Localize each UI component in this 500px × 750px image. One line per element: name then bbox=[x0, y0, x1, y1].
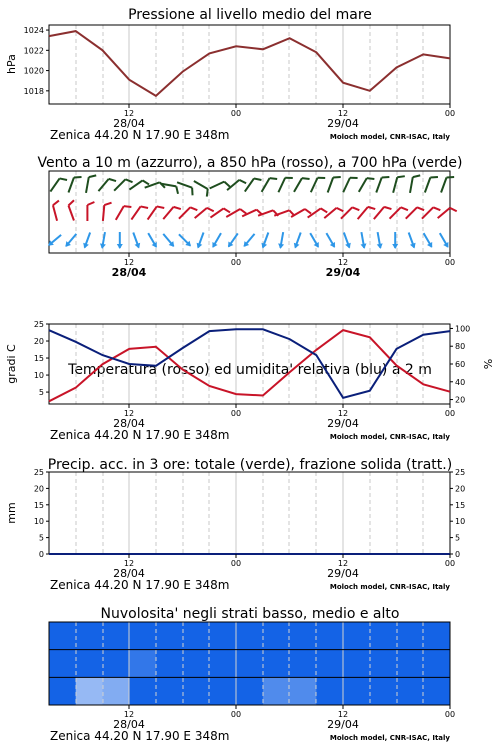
y-tick-label: 1020 bbox=[23, 66, 44, 76]
y-tick-label: 5 bbox=[38, 533, 44, 543]
cloud-cell-basso bbox=[49, 677, 76, 705]
date-label: 28/04 bbox=[113, 718, 145, 731]
cloud-cell-basso bbox=[209, 677, 236, 705]
y-axis-label: hPa bbox=[5, 54, 18, 74]
wind-barb-0 bbox=[210, 180, 230, 194]
cloud-cell-basso bbox=[76, 677, 103, 705]
x-tick-label: 00 bbox=[444, 409, 456, 418]
wind-barb-1 bbox=[308, 207, 328, 224]
cloud-cell-medio bbox=[183, 650, 210, 678]
y2-tick-label: 100 bbox=[455, 324, 471, 334]
x-tick-label: 12 bbox=[123, 710, 135, 719]
y2-tick-label: 10 bbox=[455, 517, 466, 527]
wind-barb-0 bbox=[50, 176, 67, 196]
cloud-cell-alto bbox=[263, 622, 290, 650]
cloud-cell-alto bbox=[49, 622, 76, 650]
cloud-cell-basso bbox=[183, 677, 210, 705]
wind-barb-2 bbox=[117, 232, 123, 249]
cloud-cell-alto bbox=[290, 622, 317, 650]
chart-title: Temperatura (rosso) ed umidita' relativa (blu) a 2 m bbox=[68, 362, 432, 378]
date-label: 29/04 bbox=[325, 266, 361, 279]
x-tick-label: 12 bbox=[337, 409, 349, 418]
x-tick-label: 00 bbox=[230, 258, 242, 267]
date-label: 29/04 bbox=[327, 567, 359, 580]
x-tick-label: 12 bbox=[337, 559, 349, 568]
y2-tick-label: 20 bbox=[455, 484, 466, 494]
cloud-cell-basso bbox=[370, 677, 397, 705]
wind-barb-1 bbox=[422, 205, 440, 223]
wind-barb-0 bbox=[98, 177, 116, 196]
cloud-cell-alto bbox=[343, 622, 370, 650]
y-tick-label: 15 bbox=[33, 354, 44, 364]
x-tick-label: 00 bbox=[230, 559, 242, 568]
y-tick-label: 15 bbox=[33, 500, 44, 510]
cloud-cell-medio bbox=[76, 650, 103, 678]
wind-barb-1 bbox=[179, 205, 197, 223]
wind-barb-2 bbox=[277, 232, 286, 250]
date-label: 29/04 bbox=[327, 718, 359, 731]
cloud-cell-alto bbox=[102, 622, 129, 650]
date-label: 28/04 bbox=[111, 266, 147, 279]
wind-barb-2 bbox=[177, 232, 193, 248]
cloud-cell-medio bbox=[263, 650, 290, 678]
wind-barb-2 bbox=[99, 232, 108, 250]
wind-barb-0 bbox=[245, 176, 262, 196]
y2-tick-label: 0 bbox=[455, 550, 461, 559]
cloud-cell-alto bbox=[370, 622, 397, 650]
wind-barb-1 bbox=[210, 207, 230, 224]
y2-axis-label: % bbox=[482, 358, 495, 370]
wind-barb-1 bbox=[406, 205, 424, 223]
date-label: 29/04 bbox=[327, 117, 359, 130]
cloud-cell-medio bbox=[209, 650, 236, 678]
cloud-cell-basso bbox=[290, 677, 317, 705]
cloud-cell-alto bbox=[76, 622, 103, 650]
chart-title: Vento a 10 m (azzurro), a 850 hPa (rosso), a 700 hPa (verde) bbox=[37, 155, 463, 171]
credit-label: Moloch model, CNR-ISAC, Italy bbox=[329, 133, 450, 141]
wind-barb-2 bbox=[195, 231, 206, 249]
cloud-cell-medio bbox=[397, 650, 424, 678]
wind-barb-2 bbox=[324, 232, 338, 250]
wind-barb-0 bbox=[68, 175, 81, 195]
cloud-cell-basso bbox=[423, 677, 450, 705]
y-tick-label: 1024 bbox=[23, 26, 44, 36]
y2-tick-label: 25 bbox=[455, 468, 466, 477]
wind-barb-0 bbox=[311, 175, 325, 195]
cloud-cell-medio bbox=[316, 650, 343, 678]
location-label: Zenica 44.20 N 17.90 E 348m bbox=[50, 128, 230, 142]
plot-frame bbox=[49, 25, 450, 104]
wind-barb-2 bbox=[406, 231, 417, 249]
wind-barb-0 bbox=[359, 175, 375, 195]
wind-barb-2 bbox=[260, 231, 271, 249]
location-label: Zenica 44.20 N 17.90 E 348m bbox=[50, 428, 230, 442]
cloud-cell-basso bbox=[397, 677, 424, 705]
cloud-cell-alto bbox=[236, 622, 263, 650]
x-tick-label: 12 bbox=[337, 109, 349, 118]
cloud-cell-alto bbox=[316, 622, 343, 650]
cloud-cell-medio bbox=[129, 650, 156, 678]
wind-barb-0 bbox=[425, 175, 438, 195]
wind-barb-2 bbox=[63, 232, 79, 249]
cloud-cell-medio bbox=[156, 650, 183, 678]
wind-barb-0 bbox=[86, 174, 96, 194]
x-tick-label: 12 bbox=[123, 559, 135, 568]
wind-barb-2 bbox=[292, 231, 303, 249]
y-tick-label: 10 bbox=[33, 517, 44, 527]
x-tick-label: 12 bbox=[337, 710, 349, 719]
wind-barb-0 bbox=[114, 177, 132, 195]
wind-barb-1 bbox=[390, 205, 408, 223]
wind-barb-1 bbox=[195, 206, 214, 224]
wind-barb-1 bbox=[438, 206, 457, 224]
wind-barb-0 bbox=[328, 175, 341, 195]
cloud-cell-alto bbox=[129, 622, 156, 650]
wind-barb-0 bbox=[343, 175, 357, 195]
pressure-series-line bbox=[49, 31, 450, 96]
y-tick-label: 1022 bbox=[23, 46, 44, 56]
y-tick-label: 1018 bbox=[23, 86, 44, 96]
y2-tick-label: 80 bbox=[455, 342, 466, 352]
cloud-cell-medio bbox=[290, 650, 317, 678]
wind-barb-2 bbox=[226, 232, 241, 249]
y2-tick-label: 60 bbox=[455, 360, 466, 369]
date-label: 28/04 bbox=[113, 567, 145, 580]
cloud-cell-medio bbox=[370, 650, 397, 678]
cloud-cell-basso bbox=[236, 677, 263, 705]
y-tick-label: 10 bbox=[33, 371, 44, 381]
wind-barb-1 bbox=[131, 204, 148, 224]
wind-barb-2 bbox=[146, 232, 160, 250]
cloud-cell-medio bbox=[49, 650, 76, 678]
wind-barb-2 bbox=[161, 232, 177, 249]
cloud-cell-basso bbox=[102, 677, 129, 705]
y2-tick-label: 40 bbox=[455, 377, 466, 387]
wind-barb-0 bbox=[262, 175, 278, 195]
x-tick-label: 00 bbox=[444, 559, 456, 568]
y-tick-label: 20 bbox=[33, 484, 44, 494]
y-axis-label: mm bbox=[5, 502, 18, 524]
wind-barb-2 bbox=[308, 232, 322, 250]
x-tick-label: 12 bbox=[123, 258, 135, 267]
credit-label: Moloch model, CNR-ISAC, Italy bbox=[329, 583, 450, 591]
wind-barb-1 bbox=[324, 206, 343, 224]
y-tick-label: 0 bbox=[38, 550, 44, 559]
chart-title: Precip. acc. in 3 ore: totale (verde), frazione solida (tratt.) bbox=[47, 457, 453, 473]
date-label: 28/04 bbox=[113, 117, 145, 130]
wind-barb-1 bbox=[52, 201, 64, 221]
wind-barb-0 bbox=[441, 175, 454, 195]
chart-title: Pressione al livello medio del mare bbox=[128, 7, 372, 23]
wind-barb-0 bbox=[294, 175, 310, 195]
cloud-cell-basso bbox=[316, 677, 343, 705]
x-tick-label: 00 bbox=[230, 109, 242, 118]
y-tick-label: 20 bbox=[33, 337, 44, 347]
cloud-cell-alto bbox=[209, 622, 236, 650]
date-label: 28/04 bbox=[113, 417, 145, 430]
cloud-cell-medio bbox=[423, 650, 450, 678]
wind-barb-1 bbox=[341, 205, 359, 223]
wind-barb-0 bbox=[376, 175, 389, 195]
y-tick-label: 25 bbox=[33, 468, 44, 477]
wind-barb-2 bbox=[82, 231, 93, 249]
cloud-cell-alto bbox=[183, 622, 210, 650]
wind-barb-2 bbox=[210, 232, 224, 250]
wind-barb-2 bbox=[130, 231, 141, 249]
x-tick-label: 00 bbox=[444, 109, 456, 118]
chart-title: Nuvolosita' negli strati basso, medio e alto bbox=[100, 606, 400, 622]
cloud-cell-basso bbox=[263, 677, 290, 705]
credit-label: Moloch model, CNR-ISAC, Italy bbox=[329, 433, 450, 441]
wind-barb-1 bbox=[358, 205, 376, 224]
y-tick-label: 25 bbox=[33, 320, 44, 329]
wind-barb-2 bbox=[437, 232, 451, 250]
location-label: Zenica 44.20 N 17.90 E 348m bbox=[50, 578, 230, 592]
wind-barb-1 bbox=[374, 205, 392, 224]
x-tick-label: 12 bbox=[123, 409, 135, 418]
cloud-cell-basso bbox=[129, 677, 156, 705]
wind-barb-0 bbox=[227, 178, 246, 196]
wind-barb-1 bbox=[163, 205, 181, 224]
y2-tick-label: 20 bbox=[455, 395, 466, 405]
wind-barb-1 bbox=[291, 208, 311, 224]
x-tick-label: 00 bbox=[444, 258, 456, 267]
y2-tick-label: 5 bbox=[455, 533, 461, 543]
cloud-cell-alto bbox=[423, 622, 450, 650]
x-tick-label: 00 bbox=[230, 710, 242, 719]
wind-barb-2 bbox=[241, 232, 257, 249]
wind-barb-0 bbox=[278, 175, 292, 195]
y-tick-label: 5 bbox=[38, 388, 44, 398]
wind-barb-1 bbox=[103, 202, 112, 222]
cloud-cell-medio bbox=[102, 650, 129, 678]
wind-barb-1 bbox=[67, 200, 80, 220]
x-tick-label: 12 bbox=[337, 258, 349, 267]
credit-label: Moloch model, CNR-ISAC, Italy bbox=[329, 734, 450, 742]
cloud-cell-alto bbox=[397, 622, 424, 650]
y-axis-label: gradi C bbox=[5, 344, 18, 384]
plot-frame bbox=[49, 472, 450, 554]
cloud-cell-medio bbox=[236, 650, 263, 678]
location-label: Zenica 44.20 N 17.90 E 348m bbox=[50, 729, 230, 743]
wind-barb-0 bbox=[410, 174, 420, 194]
x-tick-label: 00 bbox=[230, 409, 242, 418]
cloud-cell-basso bbox=[156, 677, 183, 705]
cloud-cell-medio bbox=[343, 650, 370, 678]
y2-tick-label: 15 bbox=[455, 500, 466, 510]
wind-barb-0 bbox=[393, 174, 405, 194]
cloud-cell-alto bbox=[156, 622, 183, 650]
wind-barb-1 bbox=[87, 202, 94, 221]
wind-barb-2 bbox=[358, 232, 367, 250]
x-tick-label: 00 bbox=[444, 710, 456, 719]
wind-barb-2 bbox=[375, 232, 384, 250]
date-label: 29/04 bbox=[327, 417, 359, 430]
cloud-cell-basso bbox=[343, 677, 370, 705]
x-tick-label: 12 bbox=[123, 109, 135, 118]
